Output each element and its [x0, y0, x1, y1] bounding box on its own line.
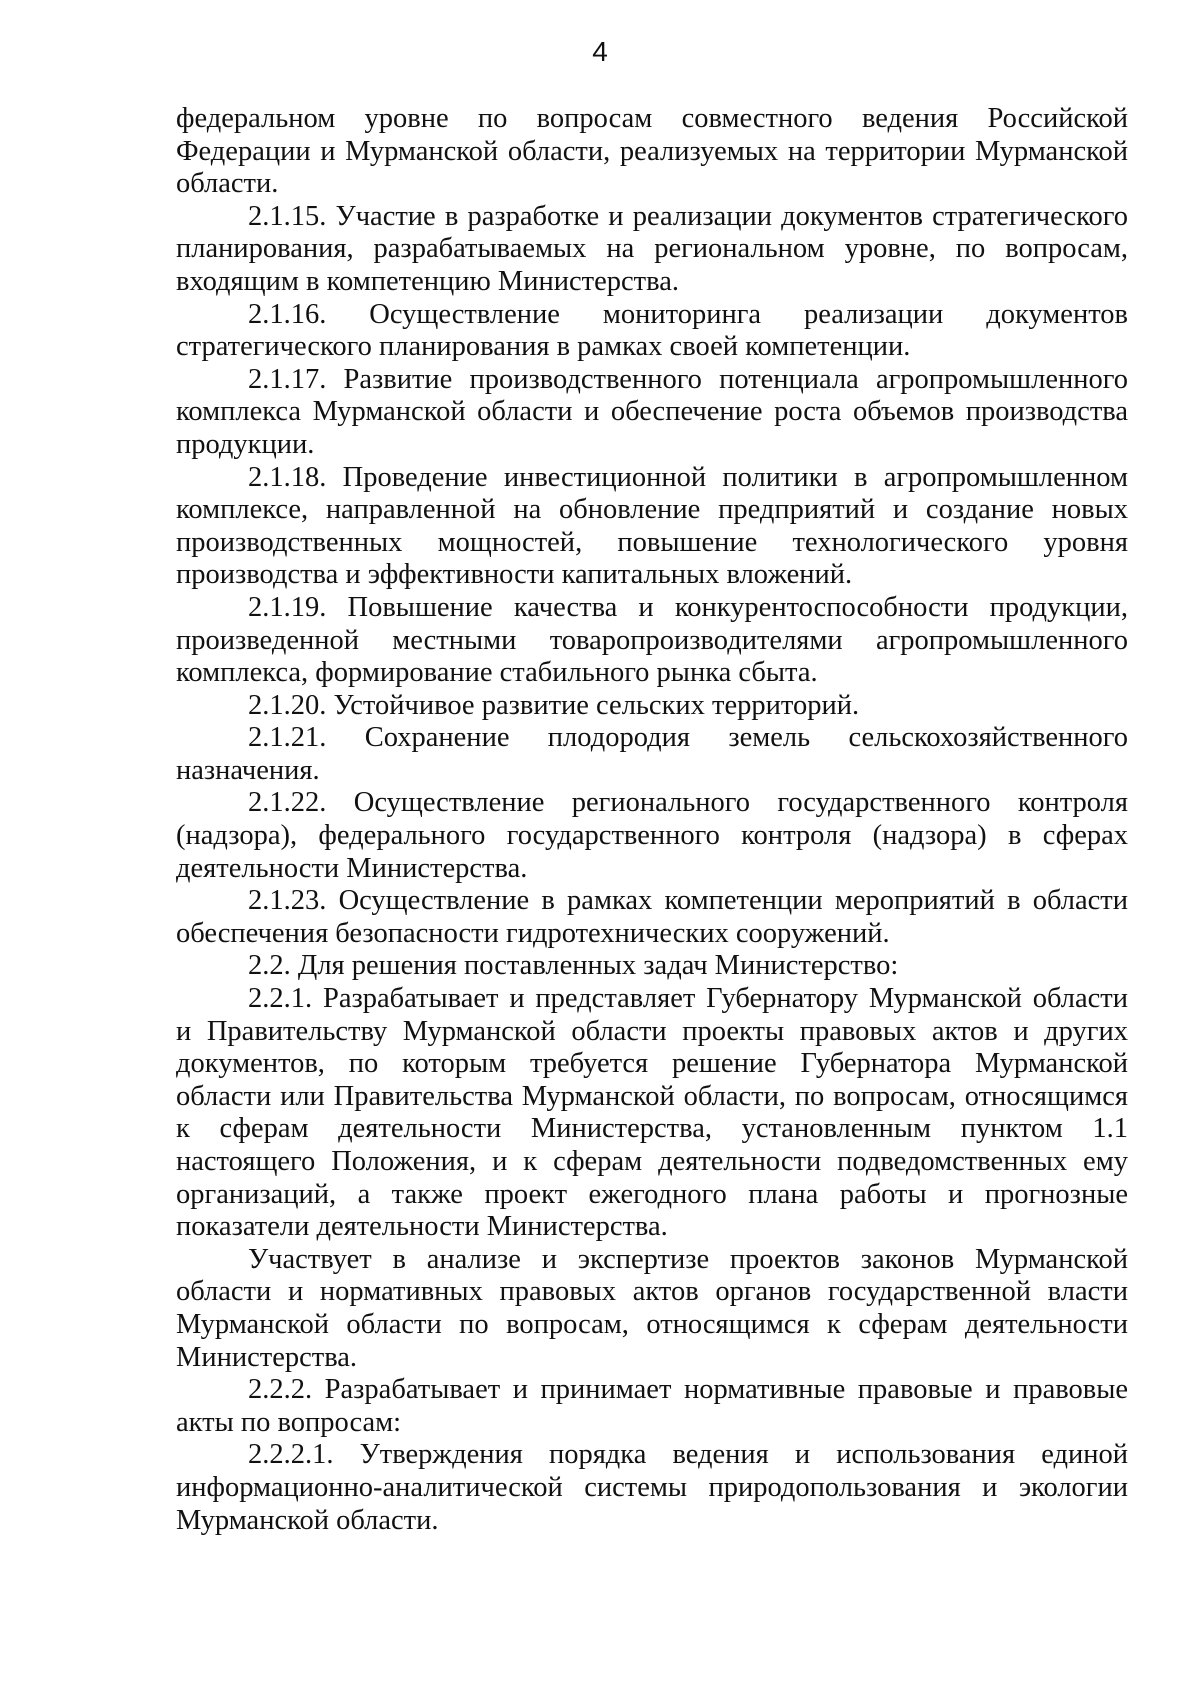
paragraph: 2.2.2. Разрабатывает и принимает нормативные правовые и правовые акты по вопросам: [176, 1374, 1128, 1438]
paragraph: 2.2. Для решения поставленных задач Министерство: [248, 950, 899, 982]
page-number: 4 [592, 36, 608, 67]
paragraph: 2.1.20. Устойчивое развитие сельских территорий. [248, 689, 860, 721]
paragraph: 2.2.1. Разрабатывает и представляет Губернатору Мурманской области и Правительству Мурманской области проекты правовых актов и других документов, по которым требуется решение Губернатора Мурманской области или Правительства Мурманской области, по вопросам, относящимся к сферам деятельности Министерства, установленным пунктом 1.1 настоящего Положения, и к сферам деятельности подведомственных ему организаций, а также проект ежегодного плана работы и прогнозные показатели деятельности Министерства. [176, 983, 1128, 1243]
paragraph: 2.1.21. Сохранение плодородия земель сельскохозяйственного назначения. [176, 722, 1128, 786]
document-body [176, 103, 1128, 1537]
paragraph: 2.1.22. Осуществление регионального государственного контроля (надзора), федерального государственного контроля (надзора) в сферах деятельности Министерства. [176, 787, 1128, 884]
paragraph: 2.2.2.1. Утверждения порядка ведения и использования единой информационно-аналитической системы природопользования и экологии Мурманской области. [176, 1439, 1128, 1536]
paragraph: 2.1.18. Проведение инвестиционной политики в агропромышленном комплексе, направленной на обновление предприятий и создание новых производственных мощностей, повышение технологического уровня производства и эффективности капитальных вложений. [176, 461, 1128, 591]
paragraph: 2.1.23. Осуществление в рамках компетенции мероприятий в области обеспечения безопасности гидротехнических сооружений. [176, 885, 1128, 949]
paragraph: 2.1.19. Повышение качества и конкурентоспособности продукции, произведенной местными товаропроизводителями агропромышленного комплекса, формирование стабильного рынка сбыта. [176, 591, 1128, 689]
paragraph: 2.1.16. Осуществление мониторинга реализации документов стратегического планирования в рамках своей компетенции. [176, 298, 1128, 363]
paragraph: федеральном уровне по вопросам совместного ведения Российской Федерации и Мурманской области, реализуемых на территории Мурманской области. [176, 103, 1128, 200]
paragraph: 2.1.17. Развитие производственного потенциала агропромышленного комплекса Мурманской области и обеспечение роста объемов производства продукции. [176, 363, 1128, 460]
paragraph: Участвует в анализе и экспертизе проектов законов Мурманской области и нормативных правовых актов органов государственной власти Мурманской области по вопросам, относящимся к сферам деятельности Министерства. [176, 1243, 1128, 1373]
paragraph: 2.1.15. Участие в разработке и реализации документов стратегического планирования, разрабатываемых на региональном уровне, по вопросам, входящим в компетенцию Министерства. [176, 200, 1128, 297]
